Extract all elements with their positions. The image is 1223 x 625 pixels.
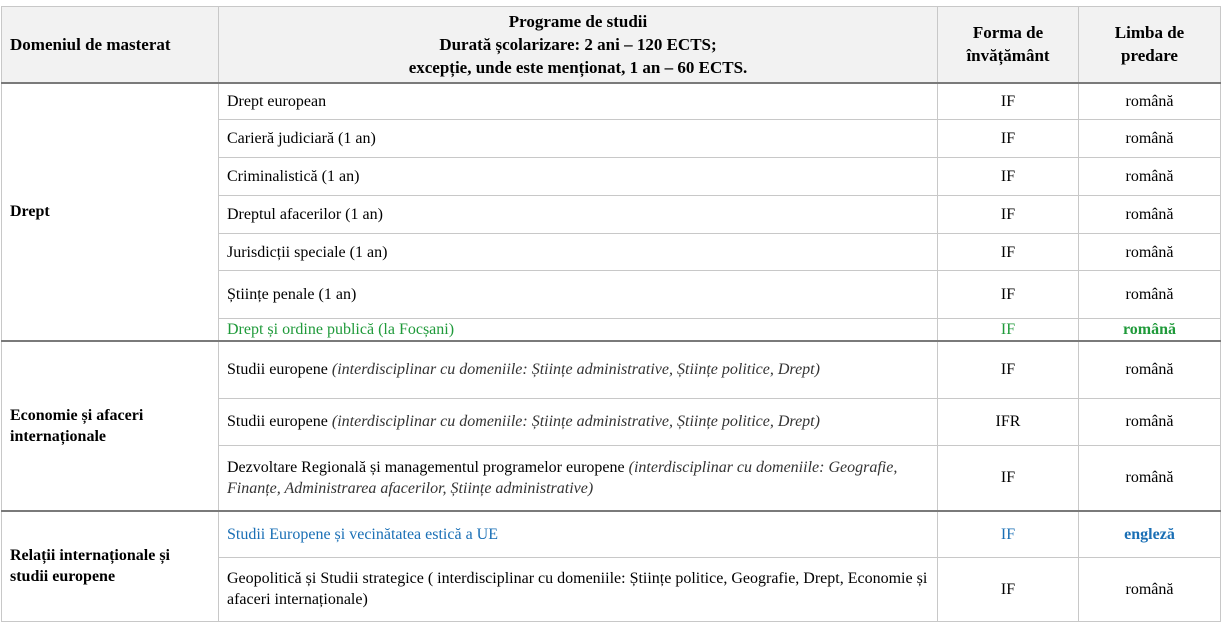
domain-economie: Economie și afaceri internaționale <box>2 341 219 511</box>
program-cell: Jurisdicții speciale (1 an) <box>219 234 938 271</box>
program-cell: Studii europene (interdisciplinar cu domeniile: Științe administrative, Științe politice, Drept) <box>219 398 938 445</box>
header-programs-line3: excepție, unde este menționat, 1 an – 60 ECTS. <box>408 57 748 77</box>
table-row <box>2 341 1221 398</box>
language-cell: română <box>1079 271 1221 319</box>
language-cell: română <box>1079 398 1221 445</box>
program-cell: Carieră judiciară (1 an) <box>219 120 938 158</box>
form-cell: IF <box>938 83 1079 120</box>
form-cell: IF <box>938 120 1079 158</box>
language-cell: engleză <box>1079 511 1221 557</box>
form-cell: IF <box>938 196 1079 234</box>
language-cell: română <box>1079 83 1221 120</box>
form-cell: IF <box>938 271 1079 319</box>
language-cell: română <box>1079 196 1221 234</box>
language-cell: română <box>1079 120 1221 158</box>
language-cell: română <box>1079 319 1221 342</box>
header-programs-line1: Programe de studii <box>508 11 648 31</box>
program-cell: Criminalistică (1 an) <box>219 158 938 196</box>
form-cell: IF <box>938 445 1079 511</box>
language-cell: română <box>1079 234 1221 271</box>
form-cell: IF <box>938 341 1079 398</box>
domain-relatii: Relații internaționale și studii europene <box>2 511 219 621</box>
masters-programs-table <box>1 6 1221 622</box>
header-language: Limba de predare <box>1079 7 1221 83</box>
form-cell: IF <box>938 158 1079 196</box>
table-row-highlighted <box>2 511 1221 557</box>
table-row <box>2 83 1221 120</box>
program-cell: Studii Europene și vecinătatea estică a UE <box>219 511 938 557</box>
form-cell: IF <box>938 234 1079 271</box>
language-cell: română <box>1079 341 1221 398</box>
program-cell: Științe penale (1 an) <box>219 271 938 319</box>
language-cell: română <box>1079 445 1221 511</box>
header-programs <box>219 7 938 83</box>
program-cell: Geopolitică și Studii strategice ( interdisciplinar cu domeniile: Științe politice, Geografie, Drept, Economie și afaceri internaționale) <box>219 557 938 621</box>
language-cell: română <box>1079 158 1221 196</box>
header-domain: Domeniul de masterat <box>2 7 219 83</box>
form-cell: IF <box>938 557 1079 621</box>
header-programs-line2: Durată școlarizare: 2 ani – 120 ECTS; <box>439 34 717 54</box>
header-form: Forma de învățământ <box>938 7 1079 83</box>
table-header-row <box>2 7 1221 83</box>
form-cell: IFR <box>938 398 1079 445</box>
form-cell: IF <box>938 511 1079 557</box>
language-cell: română <box>1079 557 1221 621</box>
program-cell: Studii europene (interdisciplinar cu domeniile: Științe administrative, Științe politice, Drept) <box>219 341 938 398</box>
program-cell: Drept european <box>219 83 938 120</box>
program-cell: Drept și ordine publică (la Focșani) <box>219 319 938 342</box>
program-cell: Dreptul afacerilor (1 an) <box>219 196 938 234</box>
domain-drept: Drept <box>2 83 219 342</box>
form-cell: IF <box>938 319 1079 342</box>
program-cell: Dezvoltare Regională și managementul programelor europene (interdisciplinar cu domeniile: Geografie, Finanțe, Administrarea afacerilor, Științe administrative) <box>219 445 938 511</box>
